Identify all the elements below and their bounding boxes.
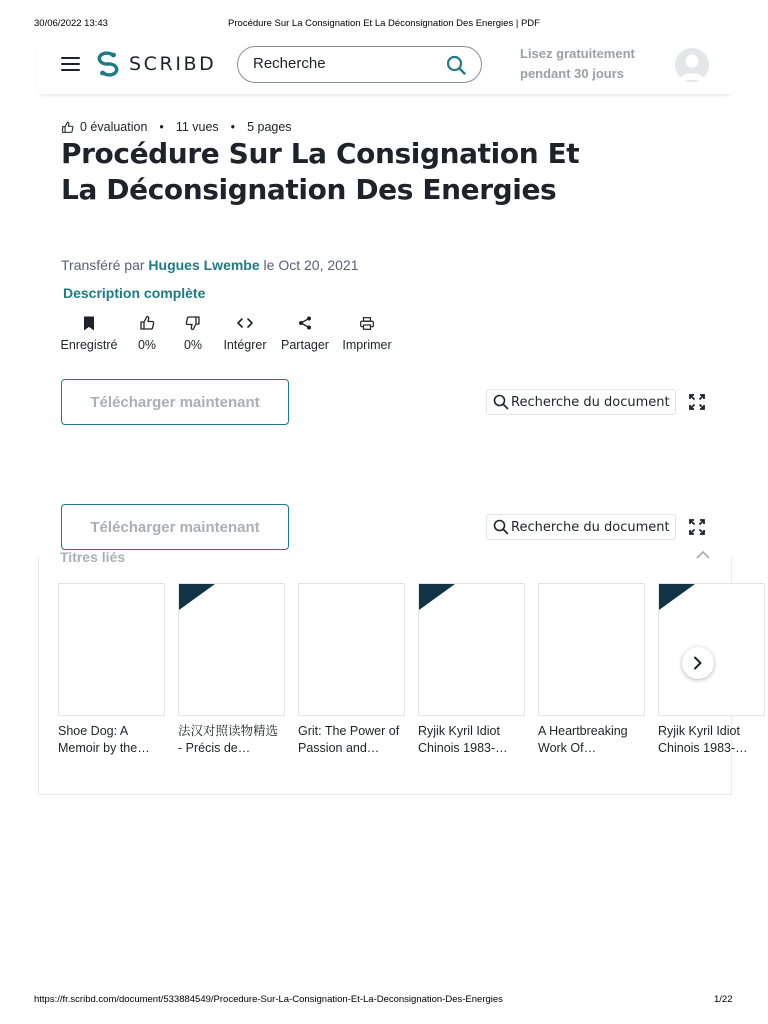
scribd-logo-icon[interactable] <box>96 51 120 77</box>
document-corner-badge <box>419 584 455 610</box>
uploaded-by <box>61 257 359 273</box>
fullscreen-icon[interactable] <box>688 393 706 411</box>
related-title-text[interactable]: Ryjik Kyril Idiot Chinois 1983-… <box>418 724 508 755</box>
share-icon <box>298 316 312 330</box>
like-percent: 0% <box>137 338 157 352</box>
dislike-percent: 0% <box>183 338 203 352</box>
document-title: Procédure Sur La Consignation Et La Déconsignation Des Energies <box>61 137 580 206</box>
menu-icon[interactable] <box>61 57 80 71</box>
user-icon <box>675 48 709 82</box>
uploaded-prefix: Transféré par <box>61 257 145 273</box>
like-button[interactable] <box>118 313 176 352</box>
document-actions <box>61 313 395 352</box>
save-label: Enregistré <box>60 338 118 352</box>
save-button[interactable] <box>61 313 117 352</box>
print-button[interactable] <box>339 313 395 352</box>
thumbs-up-icon <box>61 121 74 134</box>
document-corner-badge <box>179 584 215 610</box>
embed-icon <box>237 317 253 329</box>
print-datetime: 30/06/2022 13:43 <box>34 18 108 29</box>
page-count: 5 pages <box>247 120 292 134</box>
full-description-link[interactable]: Description complète <box>63 285 206 301</box>
separator-dot: • <box>159 120 164 134</box>
related-title-text[interactable]: Ryjik Kyril Idiot Chinois 1983-… <box>658 724 748 755</box>
related-title-text[interactable]: 法汉对照读物精选 - Précis de… <box>178 724 279 755</box>
book-cover[interactable] <box>658 583 765 716</box>
book-cover[interactable] <box>538 583 645 716</box>
promo-line-2: pendant 30 jours <box>520 66 625 81</box>
document-search-box[interactable] <box>486 389 676 415</box>
uploaded-date: le Oct 20, 2021 <box>263 257 359 273</box>
download-now-button[interactable]: Télécharger maintenant <box>61 504 289 550</box>
search-icon[interactable] <box>446 55 466 75</box>
print-page-number: 1/22 <box>714 994 733 1005</box>
book-cover[interactable] <box>58 583 165 716</box>
related-title-text[interactable]: Grit: The Power of Passion and… <box>298 724 400 755</box>
print-url: https://fr.scribd.com/document/533884549/Procedure-Sur-La-Consignation-Et-La-Deconsignation-Des-Energies <box>34 994 503 1005</box>
thumbs-down-icon <box>185 315 201 331</box>
scribd-logo-text[interactable]: SCRIBD <box>129 53 217 75</box>
document-search-placeholder: Recherche du document <box>511 394 670 410</box>
bookmark-icon <box>83 316 95 331</box>
related-title-card[interactable] <box>178 583 285 757</box>
thumbs-up-icon <box>139 315 155 331</box>
document-corner-badge <box>659 584 695 610</box>
related-title-card[interactable] <box>58 583 165 757</box>
related-title-card[interactable] <box>538 583 645 757</box>
promo-line-1: Lisez gratuitement <box>520 46 635 61</box>
related-title-text[interactable]: Shoe Dog: A Memoir by the… <box>58 724 150 755</box>
document-search-box[interactable] <box>486 514 676 540</box>
book-cover[interactable] <box>298 583 405 716</box>
free-trial-promo[interactable] <box>520 44 635 84</box>
search-icon <box>493 394 509 410</box>
avatar[interactable] <box>675 48 709 82</box>
site-search-input[interactable] <box>253 55 433 72</box>
related-titles-heading: Titres liés <box>60 549 126 565</box>
share-label: Partager <box>281 338 329 352</box>
carousel-next-button[interactable] <box>682 647 714 679</box>
rating-count: 0 évaluation <box>80 120 148 134</box>
view-count: 11 vues <box>175 120 219 134</box>
related-title-card[interactable] <box>418 583 525 757</box>
author-link[interactable]: Hugues Lwembe <box>148 257 260 273</box>
chevron-right-icon <box>692 656 704 670</box>
book-cover[interactable] <box>418 583 525 716</box>
document-stats <box>61 120 292 134</box>
download-now-button[interactable]: Télécharger maintenant <box>61 379 289 425</box>
dislike-button[interactable] <box>178 313 208 352</box>
book-cover[interactable] <box>178 583 285 716</box>
search-icon <box>493 519 509 535</box>
print-label: Imprimer <box>342 338 392 352</box>
embed-label: Intégrer <box>223 338 267 352</box>
fullscreen-icon[interactable] <box>688 518 706 536</box>
separator-dot: • <box>230 120 236 134</box>
print-page-title: Procédure Sur La Consignation Et La Déconsignation Des Energies | PDF <box>228 18 540 29</box>
related-title-card[interactable] <box>298 583 405 757</box>
embed-button[interactable] <box>221 313 269 352</box>
document-search-placeholder: Recherche du document <box>511 519 670 535</box>
related-titles-carousel <box>38 557 748 795</box>
print-icon <box>360 317 374 330</box>
related-title-text[interactable]: A Heartbreaking Work Of… <box>538 724 628 755</box>
share-button[interactable] <box>281 313 329 352</box>
